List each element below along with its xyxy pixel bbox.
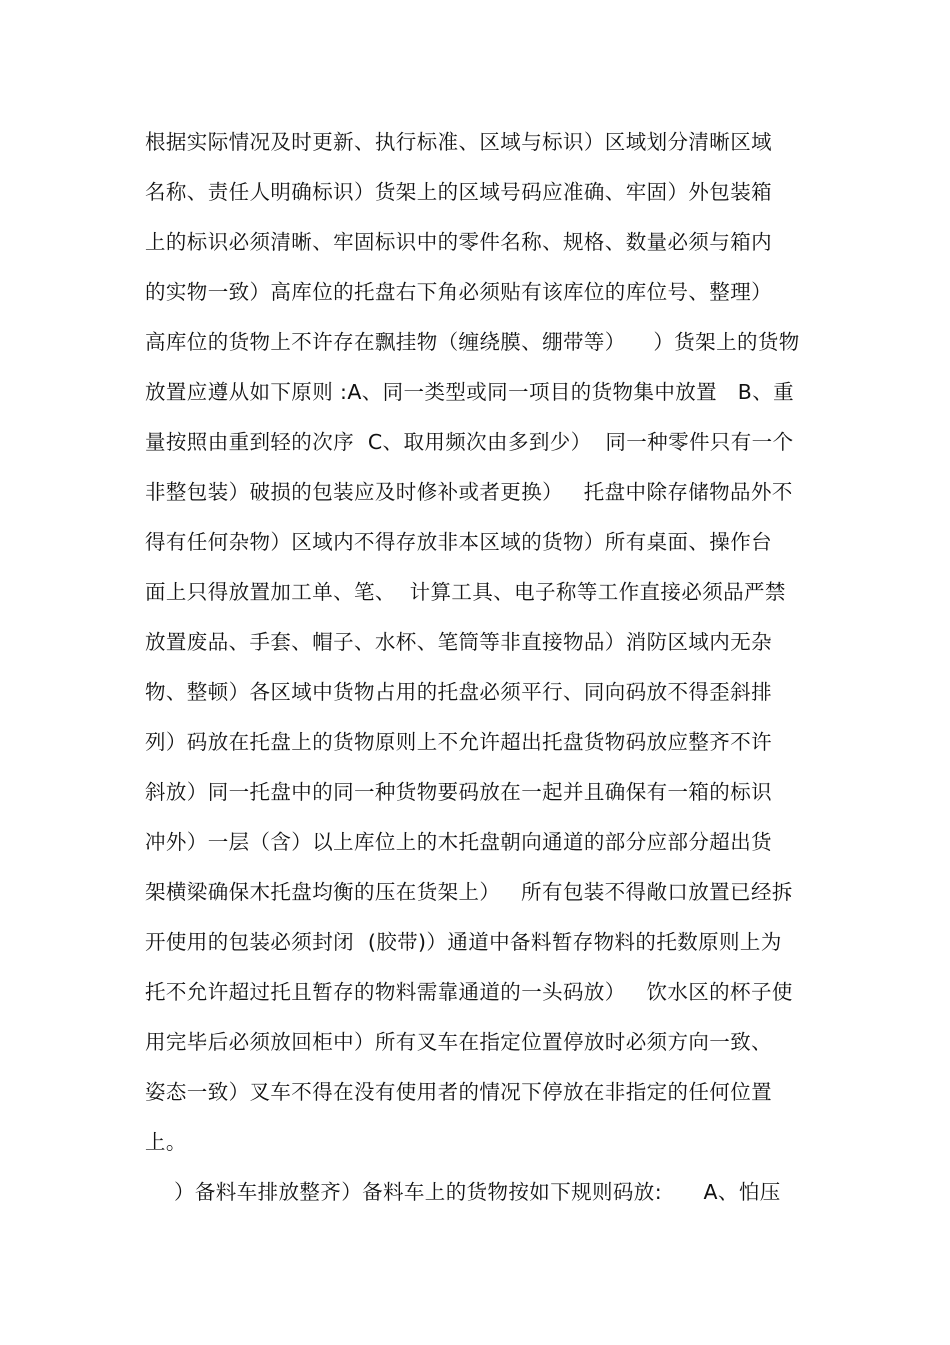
text-line: 物、整顿）各区域中货物占用的托盘必须平行、同向码放不得歪斜排 (145, 680, 772, 704)
text-line: 放置废品、手套、帽子、水杯、笔筒等非直接物品）消防区域内无杂 (145, 630, 772, 654)
text-line: 列）码放在托盘上的货物原则上不允许超出托盘货物码放应整齐不许 (145, 730, 772, 754)
text-line: 冲外）一层（含）以上库位上的木托盘朝向通道的部分应部分超出货 (145, 830, 772, 854)
text-line: 托不允许超过托且暂存的物料需靠通道的一头码放） 饮水区的杯子使 (145, 980, 793, 1004)
text-line: 高库位的货物上不许存在飘挂物（缠绕膜、绷带等） ）货架上的货物 (145, 330, 800, 354)
text-line: 非整包装）破损的包装应及时修补或者更换） 托盘中除存储物品外不 (145, 480, 793, 504)
text-line: 斜放）同一托盘中的同一种货物要码放在一起并且确保有一箱的标识 (145, 780, 772, 804)
text-line: 根据实际情况及时更新、执行标准、区域与标识）区域划分清晰区域 (145, 130, 772, 154)
text-line: 量按照由重到轻的次序 C、取用频次由多到少） 同一种零件只有一个 (145, 430, 794, 454)
text-line: 姿态一致）叉车不得在没有使用者的情况下停放在非指定的任何位置 (145, 1080, 772, 1104)
text-line: 上。 (145, 1130, 187, 1154)
text-line: 名称、责任人明确标识）货架上的区域号码应准确、牢固）外包装箱 (145, 180, 772, 204)
text-line: 架横梁确保木托盘均衡的压在货架上） 所有包装不得敞口放置已经拆 (145, 880, 793, 904)
text-line: ）备料车排放整齐）备料车上的货物按如下规则码放: A、怕压 (174, 1180, 781, 1204)
text-line: 用完毕后必须放回柜中）所有叉车在指定位置停放时必须方向一致、 (145, 1030, 772, 1054)
text-line: 的实物一致）高库位的托盘右下角必须贴有该库位的库位号、整理） (145, 280, 772, 304)
text-line: 放置应遵从如下原则 :A、同一类型或同一项目的货物集中放置 B、重 (145, 380, 795, 404)
text-line: 上的标识必须清晰、牢固标识中的零件名称、规格、数量必须与箱内 (145, 230, 772, 254)
text-line: 面上只得放置加工单、笔、 计算工具、电子称等工作直接必须品严禁 (145, 580, 786, 604)
text-line: 开使用的包装必须封闭 (胶带)）通道中备料暂存物料的托数原则上为 (145, 930, 782, 954)
text-line: 得有任何杂物）区域内不得存放非本区域的货物）所有桌面、操作台 (145, 530, 772, 554)
